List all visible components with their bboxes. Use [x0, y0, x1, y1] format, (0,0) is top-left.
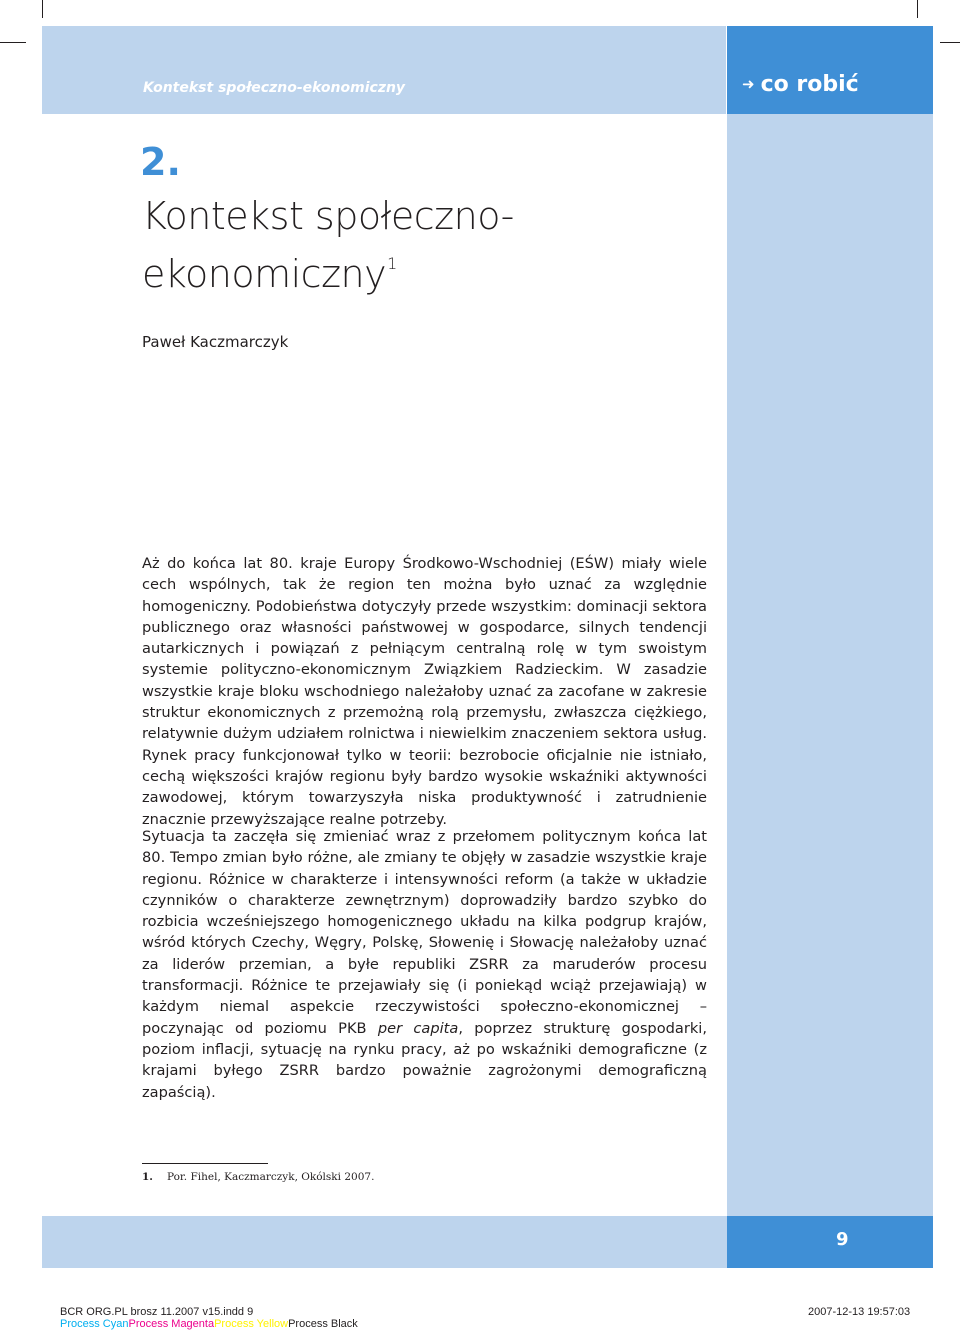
section-tag-band [727, 26, 933, 114]
plate-yellow: Process Yellow [214, 1318, 289, 1330]
chapter-title-line1: Kontekst społeczno- [142, 194, 514, 238]
crop-mark [0, 42, 26, 43]
footnote-number: 1. [142, 1171, 153, 1183]
arrow-right-icon: ➜ [742, 75, 755, 93]
body-paragraph-1: Aż do końca lat 80. kraje Europy Środkowo-Wschodniej (EŚW) miały wiele cech wspólnych, tak że region ten można było uznać za względnie homogeniczny. Podobieństwa dotyczyły przede wszystkim: dominacji sektora publicznego oraz własności państwowej w gospodarce, silnych tendencji autarkicznych i powiązań z pełniącym centralną rolę w tym swoistym systemie polityczno-ekonomicznym Związkiem Radzieckim. W zasadzie wszystkie kraje bloku wschodniego należałoby uznać za zacofane w zakresie struktur ekonomicznych z przemożną rolą przemysłu, zwłaszcza ciężkiego, relatywnie dużym udziałem rolnictwa i niewielkim znaczeniem sektora usług. Rynek pracy funkcjonował tylko w teorii: bezrobocie oficjalnie nie istniało, cechą większości krajów regionu były bardzo wysokie wskaźniki aktywności zawodowej, którym towarzyszyła niska produktywność i zatrudnienie znacznie przewyższające realne potrzeby. [142, 555, 707, 828]
paragraph-2-text-b: , poprzez strukturę gospodarki, poziom inflacji, sytuację na rynku pracy, aż po wskaźniki demograficzne (z krajami byłego ZSRR bardzo poważnie zagrożonymi demograficzną zapaścią). [142, 1019, 707, 1101]
color-plates [60, 1318, 358, 1330]
plate-black: Process Black [288, 1318, 358, 1330]
running-head: Kontekst społeczno-ekonomiczny [143, 80, 406, 96]
footnote-ref: 1 [387, 254, 397, 273]
section-tag-label: co robić [760, 72, 859, 97]
header-band [42, 26, 726, 114]
body-paragraph-2 [142, 826, 707, 1103]
footer-band [42, 1216, 727, 1268]
slug-timestamp: 2007-12-13 19:57:03 [808, 1306, 911, 1318]
chapter-title [142, 192, 702, 298]
crop-mark [917, 0, 918, 18]
section-tag [742, 72, 859, 97]
page-number: 9 [836, 1229, 849, 1250]
chapter-number: 2. [140, 140, 181, 184]
chapter-title-line2 [142, 240, 702, 298]
page-number-block [727, 1216, 933, 1268]
side-strip [727, 114, 933, 1216]
footnote-text: Por. Fihel, Kaczmarczyk, Okólski 2007. [166, 1171, 375, 1183]
crop-mark [42, 0, 43, 18]
plate-cyan: Process Cyan [60, 1318, 129, 1330]
paragraph-2-text-a: Sytuacja ta zaczęła się zmieniać wraz z przełomem politycznym końca lat 80. Tempo zmian było różne, ale zmiany te objęły w zasadzie wszystkie kraje regionu. Różnice w charakterze i intensywności reform (a także w układzie czynników o charakterze zewnętrznym) doprowadziły bardzo szybko do rozbicia wcześniejszego homogenicznego układu na kilka podgrup krajów, wśród których Czechy, Węgry, Polskę, Słowenię i Słowację należałoby uznać za liderów przemian, a byłe republiki ZSRR za maruderów procesu transformacji. Różnice te przejawiały się (i poniekąd wciąż przejawiają) w każdym niemal aspekcie rzeczywistości społeczno-ekonomicznej – poczynając od poziomu PKB [142, 828, 707, 1037]
slug-file: BCR ORG.PL brosz 11.2007 v15.indd 9 [60, 1306, 254, 1318]
footnote [142, 1171, 374, 1183]
paragraph-2-italic: per capita [377, 1019, 459, 1037]
footnote-rule [142, 1163, 268, 1164]
crop-mark [940, 42, 960, 43]
plate-magenta: Process Magenta [128, 1318, 215, 1330]
author: Paweł Kaczmarczyk [142, 333, 289, 351]
chapter-title-line2-text: ekonomiczny [142, 252, 387, 296]
